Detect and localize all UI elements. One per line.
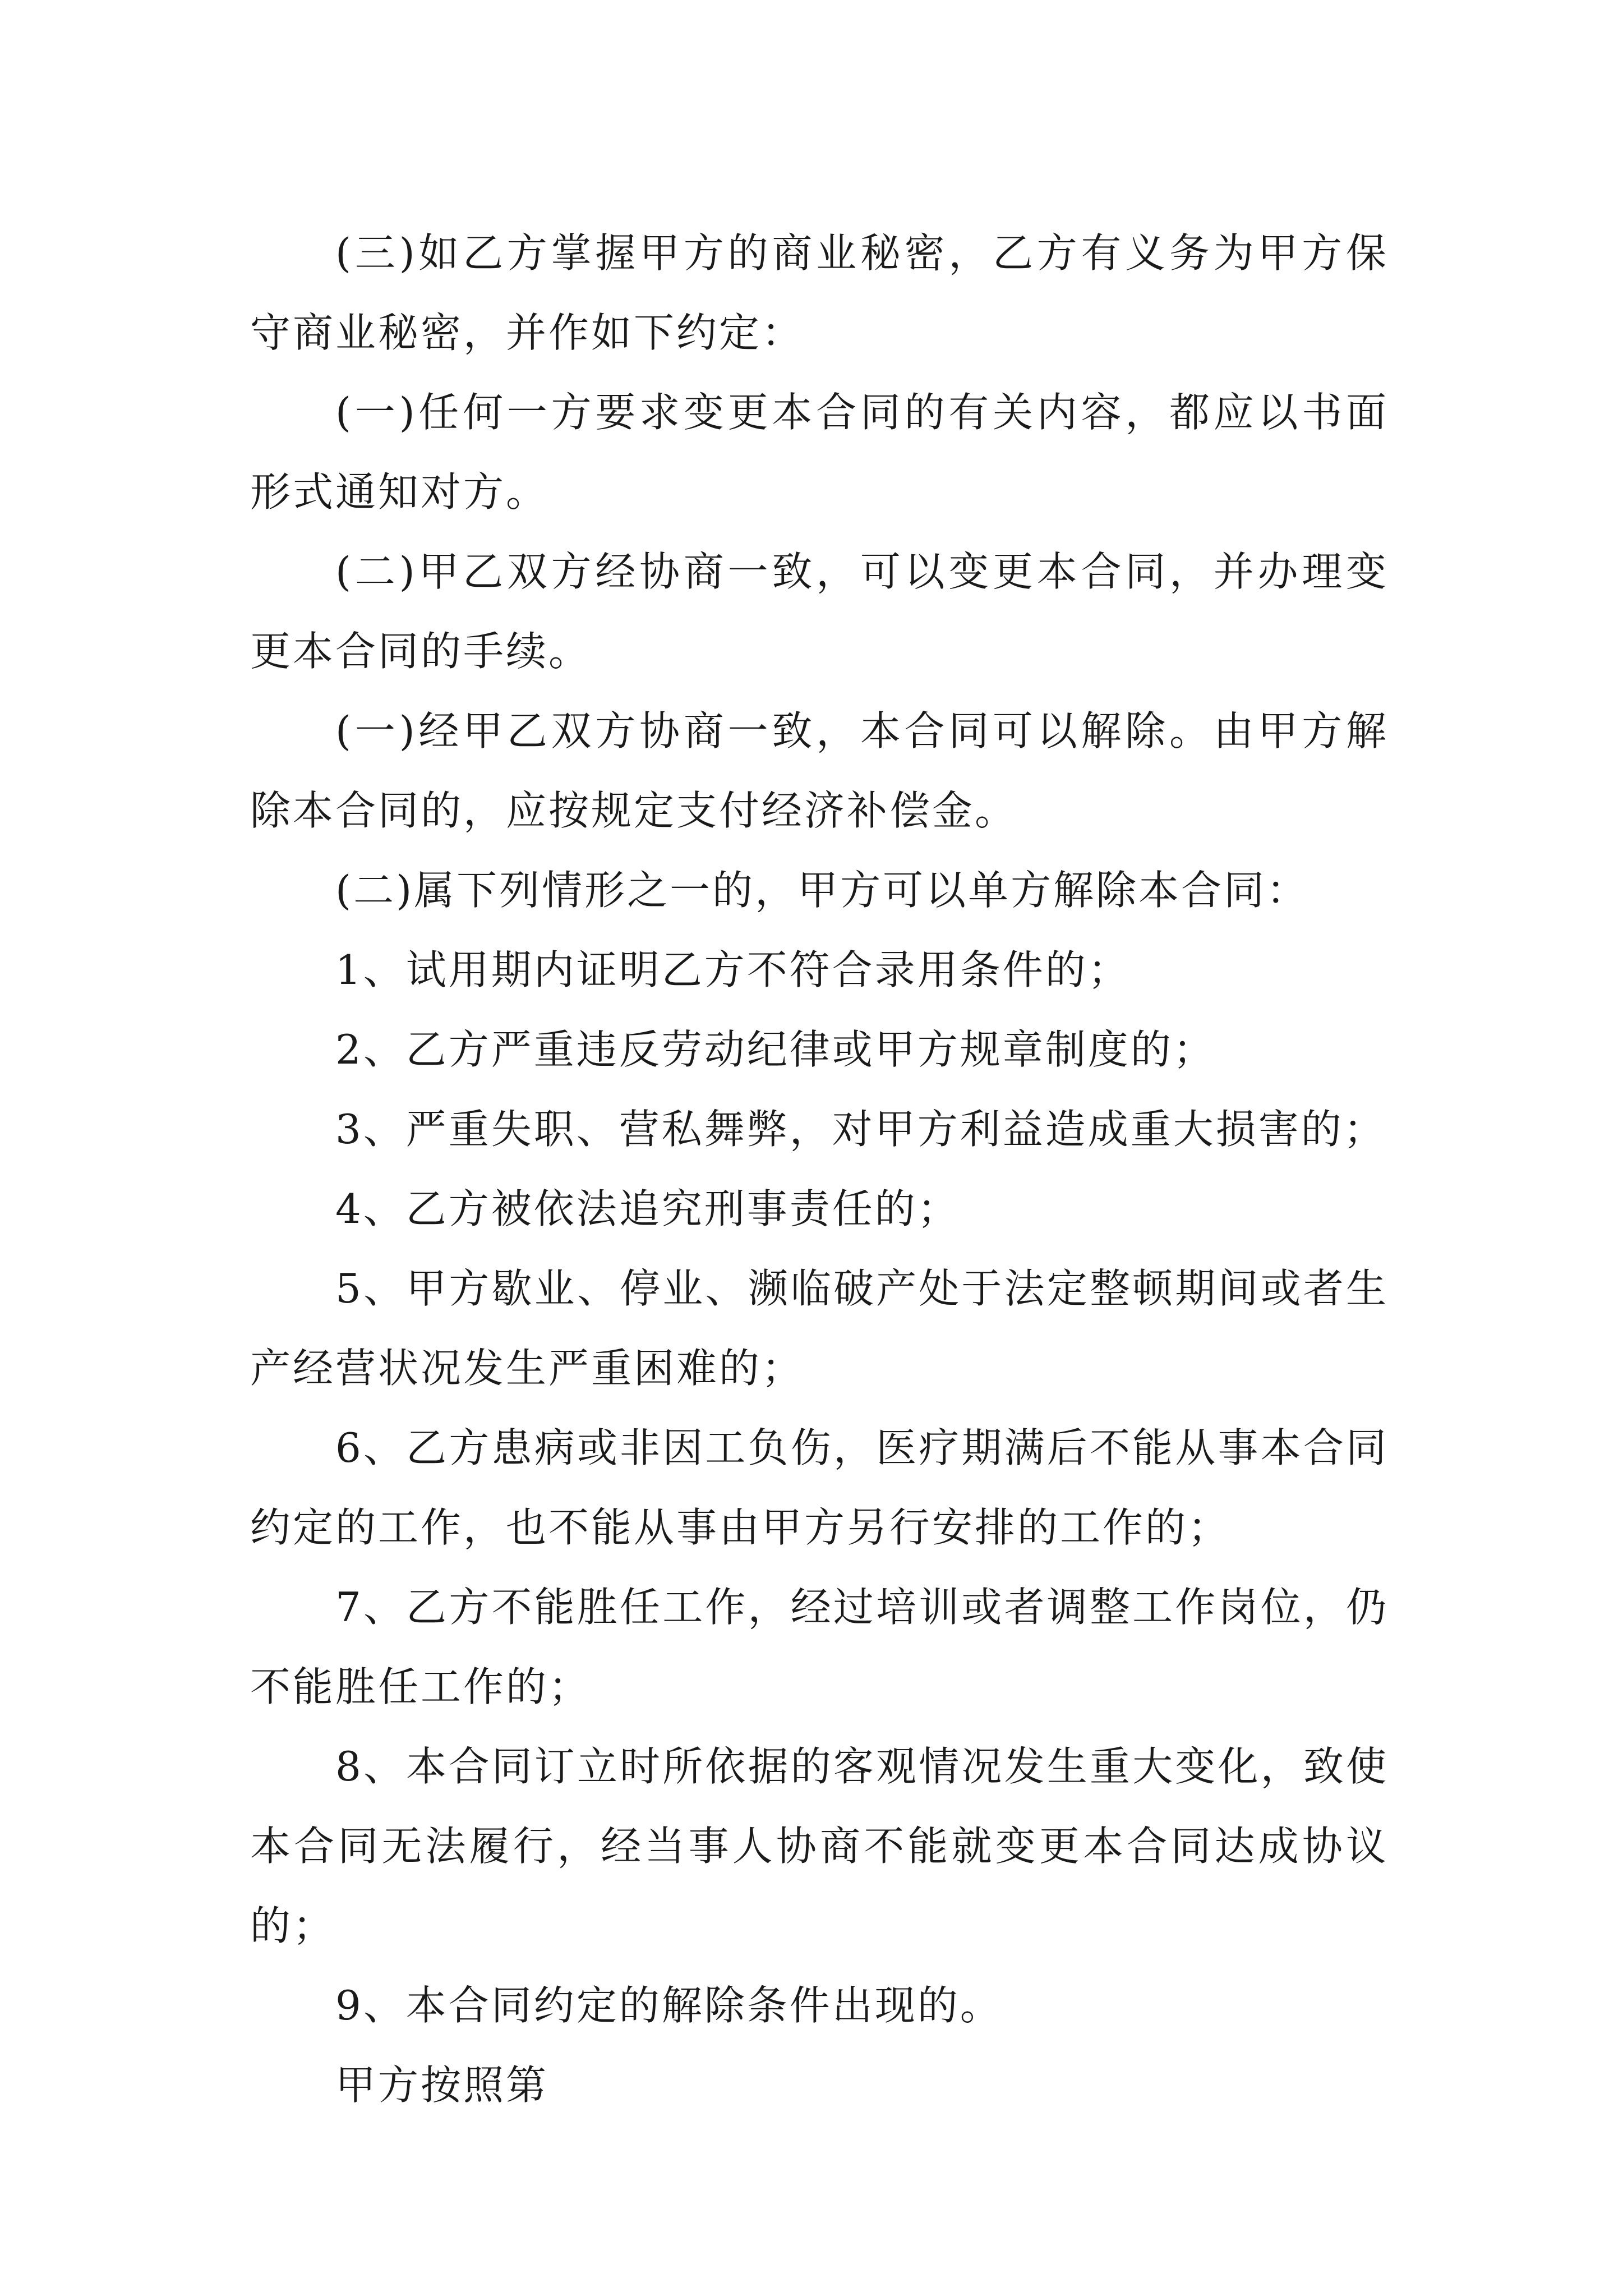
list-item-4: 4、乙方被依法追究刑事责任的； bbox=[335, 1185, 960, 1232]
list-item-2: 2、乙方严重违反劳动纪律或甲方规章制度的； bbox=[335, 1026, 1216, 1073]
paragraph-truncated: 甲方按照第 bbox=[335, 2062, 549, 2109]
contract-body bbox=[250, 213, 1389, 2125]
list-item-3: 3、严重失职、营私舞弊，对甲方利益造成重大损害的； bbox=[335, 1106, 1386, 1153]
paragraph-change-agreement: (二)甲乙双方经协商一致，可以变更本合同，并办理变更本合同的手续。 bbox=[250, 548, 1389, 675]
list-item-7: 7、乙方不能胜任工作，经过培训或者调整工作岗位，仍不能胜任工作的； bbox=[250, 1584, 1389, 1710]
paragraph-mutual-termination: (一)经甲乙双方协商一致，本合同可以解除。由甲方解除本合同的，应按规定支付经济补偿金。 bbox=[250, 707, 1389, 834]
list-item-8: 8、本合同订立时所依据的客观情况发生重大变化，致使本合同无法履行，经当事人协商不能就变更本合同达成协议的； bbox=[250, 1743, 1389, 1949]
list-item-6: 6、乙方患病或非因工负伤，医疗期满后不能从事本合同约定的工作，也不能从事由甲方另行安排的工作的； bbox=[250, 1424, 1389, 1551]
list-item-1: 1、试用期内证明乙方不符合录用条件的； bbox=[335, 946, 1131, 993]
paragraph-trade-secret: (三)如乙方掌握甲方的商业秘密，乙方有义务为甲方保守商业秘密，并作如下约定： bbox=[250, 229, 1389, 356]
list-item-5: 5、甲方歇业、停业、濒临破产处于法定整顿期间或者生产经营状况发生严重困难的； bbox=[250, 1265, 1389, 1392]
list-item-9: 9、本合同约定的解除条件出现的。 bbox=[335, 1982, 1003, 2029]
paragraph-change-notice: (一)任何一方要求变更本合同的有关内容，都应以书面形式通知对方。 bbox=[250, 389, 1389, 516]
paragraph-unilateral-termination: (二)属下列情形之一的，甲方可以单方解除本合同： bbox=[335, 867, 1310, 914]
